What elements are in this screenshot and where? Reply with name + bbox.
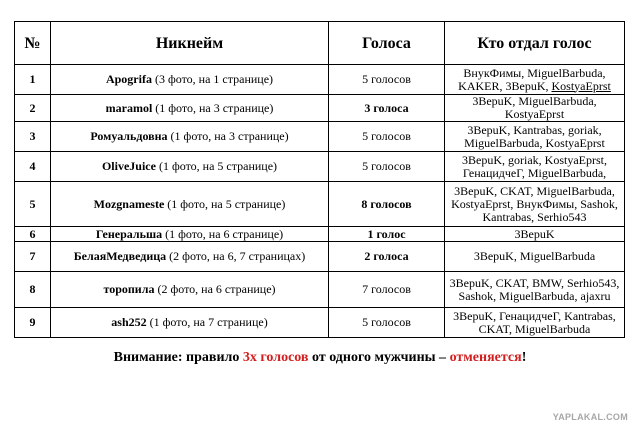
nickname-detail: (3 фото, на 1 странице): [151, 72, 274, 86]
watermark-logo: YAPLAKAL.COM: [552, 412, 628, 422]
header-who: Кто отдал голос: [445, 22, 625, 65]
notice-part3: от одного мужчины –: [308, 350, 450, 365]
row-voters: [445, 65, 625, 95]
row-nickname: [51, 308, 329, 338]
row-vote-count: 3 голоса: [329, 95, 445, 122]
nickname-detail: (1 фото, на 6 странице): [162, 226, 284, 241]
row-nickname: [51, 152, 329, 182]
row-vote-count: 5 голосов: [329, 65, 445, 95]
nickname-detail: (2 фото, на 6 странице): [154, 282, 276, 296]
row-nickname: [51, 242, 329, 272]
row-vote-count: 7 голосов: [329, 272, 445, 308]
row-nickname: [51, 272, 329, 308]
nickname-bold: Apogrifa: [105, 72, 152, 86]
notice-part5: !: [521, 350, 527, 365]
table-row: [15, 122, 625, 152]
table-row: [15, 65, 625, 95]
nickname-detail: (1 фото, на 3 странице): [152, 100, 274, 115]
nickname-bold: ash252: [111, 315, 147, 329]
row-vote-count: 5 голосов: [329, 152, 445, 182]
table-row: [15, 242, 625, 272]
voters-list: 3BepuK, Kantrabas, goriak, MiguelBarbuda, KostyaEprst: [464, 122, 605, 150]
row-voters: [445, 122, 625, 152]
table-row: [15, 182, 625, 227]
nickname-bold: Генеральша: [95, 226, 163, 241]
row-nickname: [51, 65, 329, 95]
row-number: 2: [15, 95, 51, 122]
row-number: 5: [15, 182, 51, 227]
row-voters: [445, 308, 625, 338]
row-number: 7: [15, 242, 51, 272]
row-vote-count: 1 голос: [329, 227, 445, 242]
table-row: [15, 227, 625, 242]
voters-list: 3BepuK, goriak, KostyaEprst, ГенацидчеГ, MiguelBarbuda,: [462, 152, 607, 180]
voters-list: 3BepuK, MiguelBarbuda: [473, 249, 596, 263]
nickname-detail: (1 фото, на 5 странице): [155, 159, 278, 173]
nickname-bold: maramol: [105, 100, 153, 115]
voters-list: 3BepuK: [514, 226, 555, 241]
row-voters: [445, 182, 625, 227]
row-vote-count: 2 голоса: [329, 242, 445, 272]
nickname-detail: (1 фото, на 7 странице): [146, 315, 268, 329]
row-voters: [445, 152, 625, 182]
header-num: №: [15, 22, 51, 65]
row-nickname: [51, 182, 329, 227]
row-number: 3: [15, 122, 51, 152]
nickname-bold: БелаяМедведица: [73, 249, 167, 263]
voters-list: 3BepuK, ГенацидчеГ, Kantrabas, CKAT, MiguelBarbuda: [453, 308, 616, 336]
header-nick: Никнейм: [51, 22, 329, 65]
notice-part1: Внимание: правило: [113, 350, 243, 365]
table-row: [15, 308, 625, 338]
nickname-detail: (1 фото, на 3 странице): [167, 129, 289, 143]
row-vote-count: 5 голосов: [329, 122, 445, 152]
row-voters: [445, 242, 625, 272]
row-nickname: [51, 227, 329, 242]
voters-list: 3BepuK, MiguelBarbuda, KostyaEprst: [472, 94, 597, 121]
table-row: [15, 95, 625, 122]
table-row: [15, 152, 625, 182]
nickname-bold: Ромуальдовна: [90, 129, 168, 143]
nickname-bold: торопила: [103, 282, 155, 296]
row-voters: [445, 227, 625, 242]
notice-part2: 3х голосов: [242, 350, 309, 365]
nickname-bold: OliveJuice: [101, 159, 156, 173]
row-vote-count: 5 голосов: [329, 308, 445, 338]
row-nickname: [51, 122, 329, 152]
table-header-row: [15, 22, 625, 65]
row-nickname: [51, 95, 329, 122]
row-vote-count: 8 голосов: [329, 182, 445, 227]
voters-underlined: KostyaEprst: [551, 78, 611, 93]
votes-table: [14, 21, 625, 338]
nickname-detail: (2 фото, на 6, 7 страницах): [166, 249, 306, 263]
table-body: [15, 65, 625, 338]
voters-list: ВнукФимы, MiguelBarbuda, KAKER, 3BepuK,: [458, 65, 606, 93]
nickname-bold: Mozgnameste: [93, 196, 165, 211]
notice-text: [0, 350, 640, 366]
row-number: 9: [15, 308, 51, 338]
header-votes: Голоса: [329, 22, 445, 65]
row-number: 1: [15, 65, 51, 95]
row-number: 6: [15, 227, 51, 242]
nickname-detail: (1 фото, на 5 странице): [164, 196, 286, 211]
row-voters: [445, 272, 625, 308]
voters-list: 3BepuK, CKAT, BMW, Serhio543, Sashok, MiguelBarbuda, ajaxru: [449, 275, 620, 303]
row-number: 8: [15, 272, 51, 308]
notice-part4: отменяется: [449, 350, 522, 365]
voters-list: 3BepuK, CKAT, MiguelBarbuda, KostyaEprst, ВнукФимы, Sashok, Kantrabas, Serhio543: [451, 183, 618, 224]
table-row: [15, 272, 625, 308]
row-voters: [445, 95, 625, 122]
row-number: 4: [15, 152, 51, 182]
